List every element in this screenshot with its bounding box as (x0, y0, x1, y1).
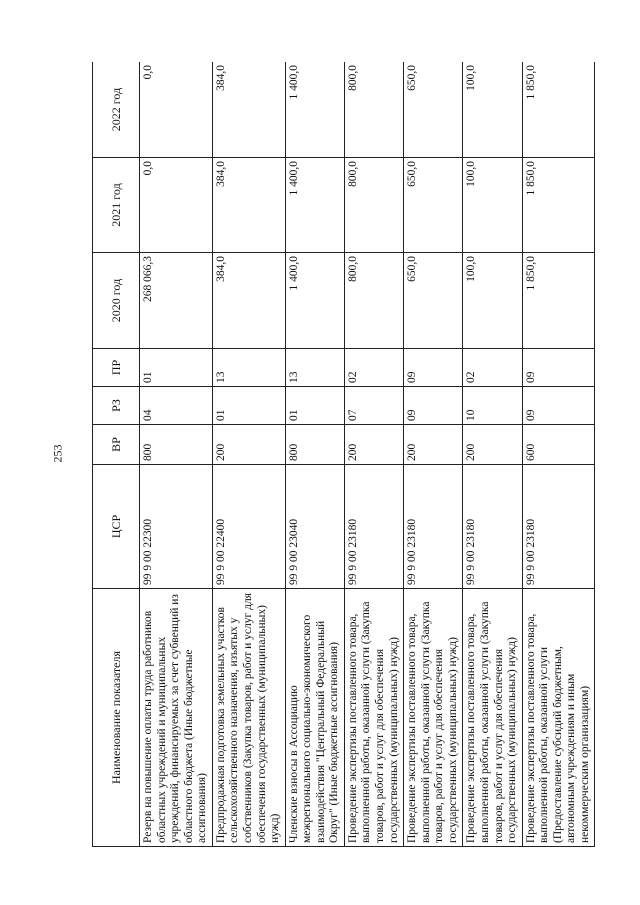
cell-rz: 04 (140, 387, 213, 425)
cell-2020: 800,0 (344, 253, 403, 349)
header-2022: 2022 год (93, 62, 140, 158)
cell-2022: 1 850,0 (522, 62, 595, 158)
cell-name: Резерв на повышение оплаты труда работников областных учреждений и муниципальных учреждений, финансируемых за счет субвенций из областного бюджета (Иные бюджетные ассигнования) (140, 589, 213, 847)
table-viewport (92, 62, 610, 847)
table-row (212, 62, 285, 847)
cell-vr: 200 (212, 425, 285, 465)
cell-vr: 600 (522, 425, 595, 465)
table-row (404, 62, 463, 847)
table-row (522, 62, 595, 847)
cell-2022: 0,0 (140, 62, 213, 158)
cell-2022: 100,0 (463, 62, 522, 158)
cell-2021: 650,0 (404, 158, 463, 253)
cell-rz: 01 (285, 387, 344, 425)
table-row (140, 62, 213, 847)
cell-csr: 99 9 00 23180 (404, 465, 463, 589)
cell-name: Проведение экспертизы поставленного товара, выполненной работы, оказанной услуги (Закупка товаров, работ и услуг для обеспечения государственных (муниципальных) нужд) (463, 589, 522, 847)
cell-vr: 200 (404, 425, 463, 465)
cell-pr: 09 (522, 349, 595, 387)
cell-csr: 99 9 00 22400 (212, 465, 285, 589)
cell-2021: 0,0 (140, 158, 213, 253)
cell-csr: 99 9 00 23040 (285, 465, 344, 589)
header-row (93, 62, 140, 847)
header-pr: ПР (93, 349, 140, 387)
cell-2020: 268 066,3 (140, 253, 213, 349)
cell-pr: 01 (140, 349, 213, 387)
cell-vr: 800 (140, 425, 213, 465)
cell-rz: 09 (404, 387, 463, 425)
cell-vr: 200 (463, 425, 522, 465)
cell-2022: 1 400,0 (285, 62, 344, 158)
cell-2020: 650,0 (404, 253, 463, 349)
cell-2022: 650,0 (404, 62, 463, 158)
cell-pr: 13 (212, 349, 285, 387)
cell-csr: 99 9 00 23180 (463, 465, 522, 589)
cell-pr: 13 (285, 349, 344, 387)
cell-vr: 800 (285, 425, 344, 465)
cell-name: Предпродажная подготовка земельных участков сельскохозяйственного назначения, изъятых у собственников (Закупка товаров, работ и услуг для обеспечения государственных (муниципальных) нужд) (212, 589, 285, 847)
cell-name: Проведение экспертизы поставленного товара, выполненной работы, оказанной услуги (Предоставление субсидий бюджетным, автономным учреждениям и иным некоммерческим организациям) (522, 589, 595, 847)
cell-name: Проведение экспертизы поставленного товара, выполненной работы, оказанной услуги (Закупка товаров, работ и услуг для обеспечения государственных (муниципальных) нужд) (344, 589, 403, 847)
cell-2021: 100,0 (463, 158, 522, 253)
cell-2021: 800,0 (344, 158, 403, 253)
table-row (463, 62, 522, 847)
cell-pr: 02 (463, 349, 522, 387)
cell-csr: 99 9 00 23180 (344, 465, 403, 589)
cell-rz: 09 (522, 387, 595, 425)
cell-2021: 1 850,0 (522, 158, 595, 253)
cell-rz: 10 (463, 387, 522, 425)
header-name: Наименование показателя (93, 589, 140, 847)
cell-2022: 800,0 (344, 62, 403, 158)
rotated-table-container (92, 62, 610, 847)
table-row (344, 62, 403, 847)
header-csr: ЦСР (93, 465, 140, 589)
cell-csr: 99 9 00 23180 (522, 465, 595, 589)
cell-2020: 1 400,0 (285, 253, 344, 349)
page-number (48, 438, 68, 468)
header-2020: 2020 год (93, 253, 140, 349)
cell-name: Членские взносы в Ассоциацию межрегионального социально-экономического взаимодействия "Центральный Федеральный Округ" (Иные бюджетные ассигнования) (285, 589, 344, 847)
page-number-text: 253 (50, 444, 65, 462)
cell-pr: 02 (344, 349, 403, 387)
cell-vr: 200 (344, 425, 403, 465)
cell-name: Проведение экспертизы поставленного товара, выполненной работы, оказанной услуги (Закупка товаров, работ и услуг для обеспечения государственных (муниципальных) нужд) (404, 589, 463, 847)
budget-table (92, 62, 595, 847)
cell-pr: 09 (404, 349, 463, 387)
cell-2020: 1 850,0 (522, 253, 595, 349)
cell-rz: 01 (212, 387, 285, 425)
cell-2020: 100,0 (463, 253, 522, 349)
table-row (285, 62, 344, 847)
cell-2022: 384,0 (212, 62, 285, 158)
cell-2021: 1 400,0 (285, 158, 344, 253)
cell-csr: 99 9 00 22300 (140, 465, 213, 589)
header-vr: ВР (93, 425, 140, 465)
header-rz: РЗ (93, 387, 140, 425)
cell-rz: 07 (344, 387, 403, 425)
header-2021: 2021 год (93, 158, 140, 253)
cell-2021: 384,0 (212, 158, 285, 253)
cell-2020: 384,0 (212, 253, 285, 349)
